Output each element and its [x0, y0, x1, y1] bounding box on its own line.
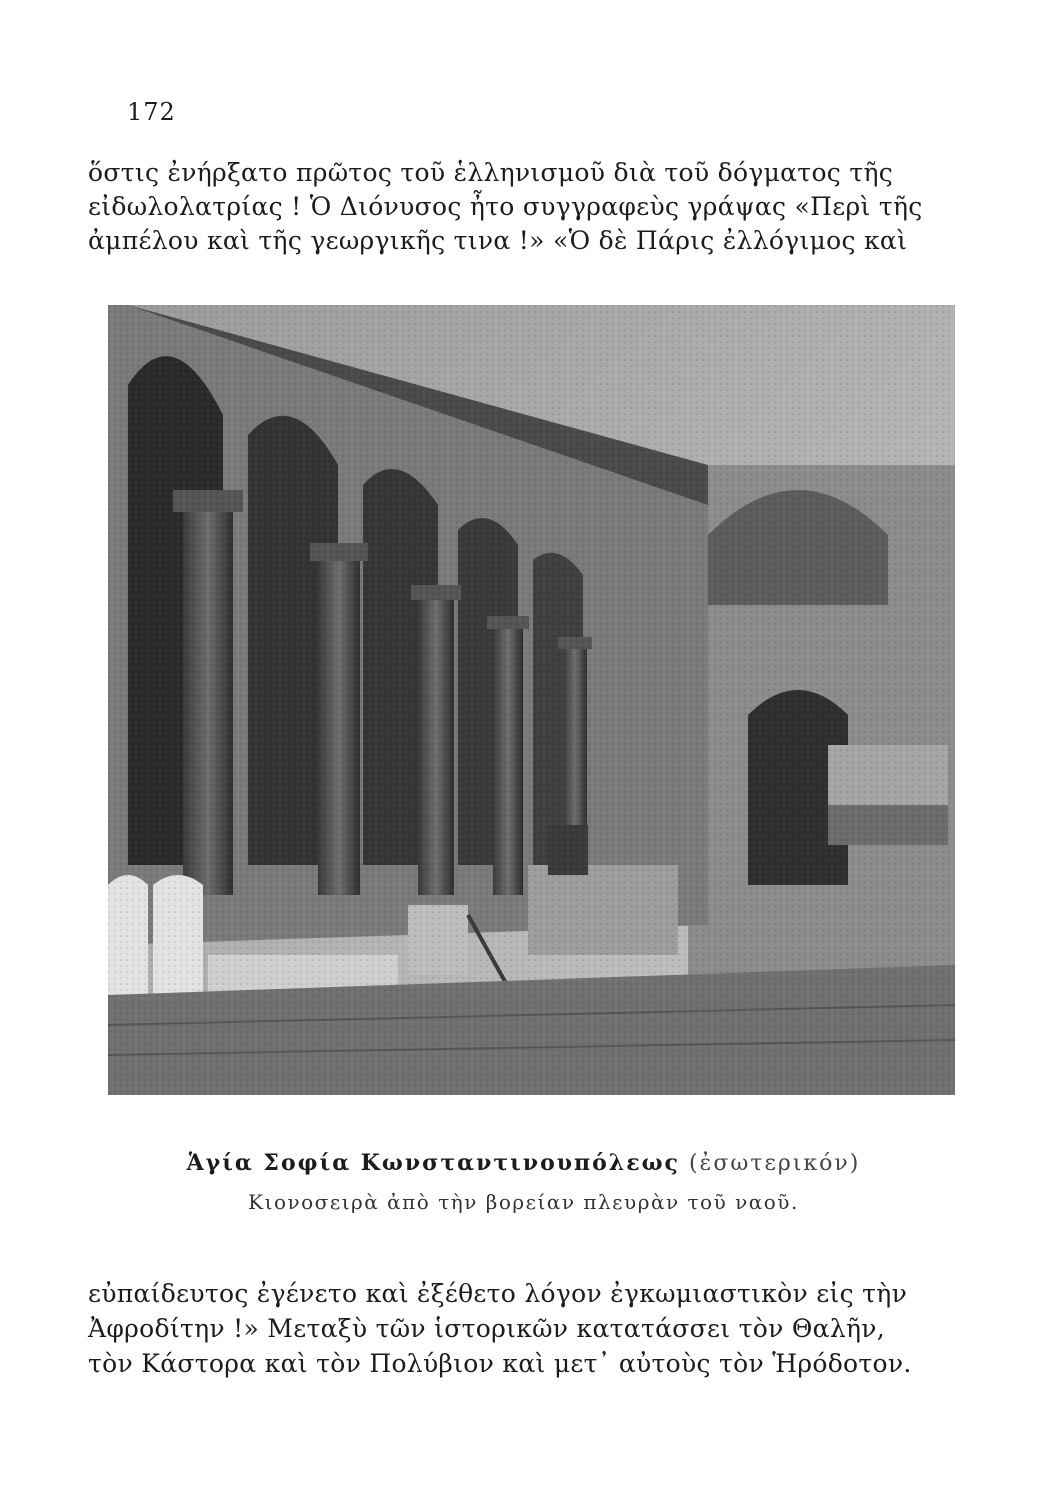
text-line: Ἀφροδίτην !» Μεταξὺ τῶν ἱστορικῶν κατατάσσει τὸν Θαλῆν, [88, 1314, 885, 1343]
text-line: εἰδωλολατρίας ! Ὁ Διόνυσος ἦτο συγγραφεὺς γράψας «Περὶ τῆς [88, 192, 923, 221]
bottom-paragraph [88, 1276, 968, 1381]
text-line: ὅστις ἐνήρξατο πρῶτος τοῦ ἑλληνισμοῦ διὰ τοῦ δόγματος τῆς [88, 158, 894, 187]
photograph-illustration [108, 305, 955, 1095]
photo-caption-subtitle: Κιονοσειρὰ ἀπὸ τὴν βορείαν πλευρὰν τοῦ ναοῦ. [248, 1190, 799, 1214]
photo-caption-title [0, 1150, 1047, 1176]
text-line: τὸν Κάστορα καὶ τὸν Πολύβιον καὶ μετ᾿ αὐτοὺς τὸν Ἡρόδοτον. [88, 1349, 912, 1378]
text-line: εὐπαίδευτος ἐγένετο καὶ ἐξέθετο λόγον ἐγκωμιαστικὸν εἰς τὴν [88, 1279, 908, 1308]
text-line: ἀμπέλου καὶ τῆς γεωργικῆς τινα !» «Ὁ δὲ Πάρις ἐλλόγιμος καὶ [88, 226, 908, 255]
top-paragraph [88, 156, 968, 258]
caption-title-note: (ἐσωτερικόν) [688, 1151, 861, 1176]
page-number: 172 [127, 98, 176, 126]
caption-title-text: Ἁγία Σοφία Κωνσταντινουπόλεως [186, 1150, 680, 1176]
hagia-sophia-photograph [108, 305, 955, 1095]
